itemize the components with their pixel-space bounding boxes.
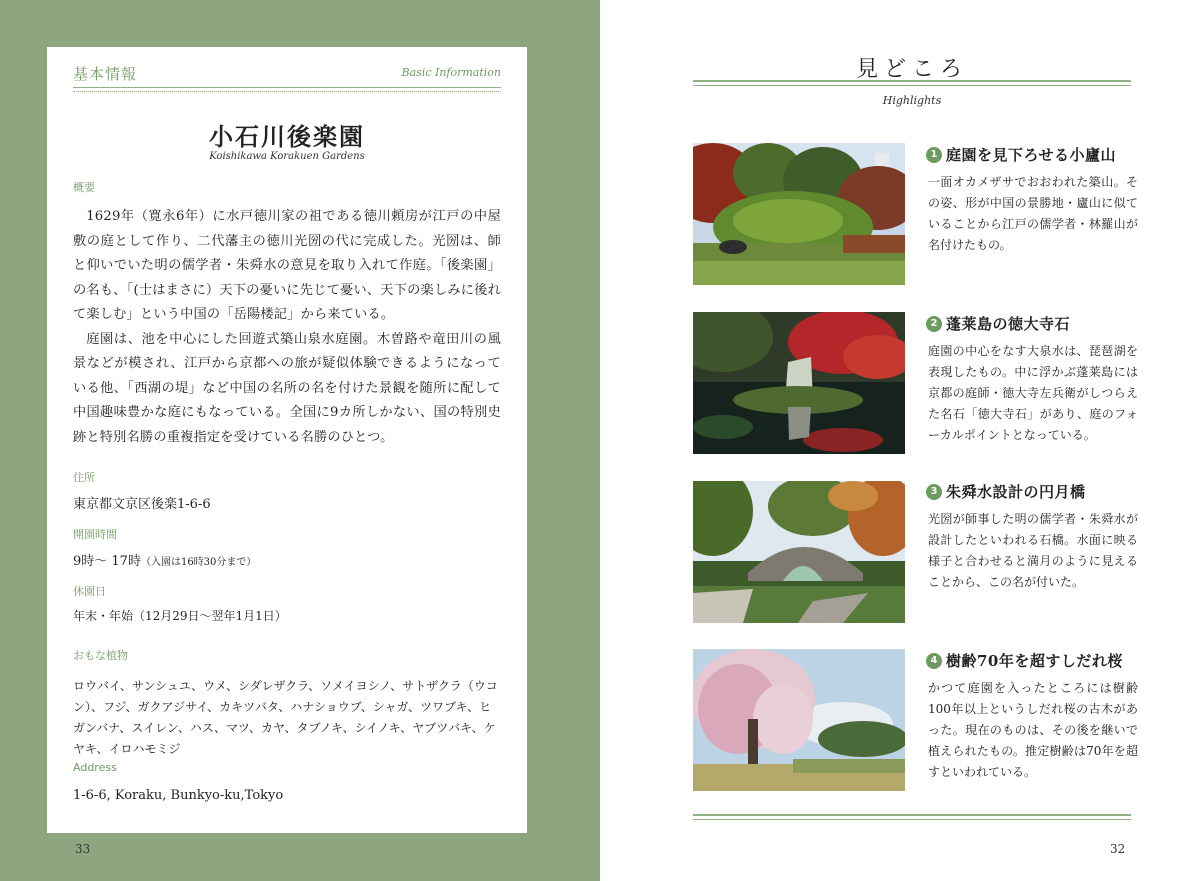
highlight-2-title: 蓬莱島の徳大寺石 xyxy=(946,315,1071,333)
address-value: 東京都文京区後楽1-6-6 xyxy=(73,497,211,512)
hours-note: （入園は16時30分まで） xyxy=(140,557,257,568)
page-number-left: 33 xyxy=(75,842,91,856)
closed-label: 休園日 xyxy=(73,585,106,598)
overview-paragraph-1: 1629年（寛永6年）に水戸徳川家の祖である徳川頼房が江戸の中屋敷の庭として作り、二代藩主の徳川光圀の代に完成した。光圀は、師と仰いでいた明の儒学者・朱舜水の意見を取り入れて作庭。「後楽園」の名も、「(士はまさに）天下の憂いに先じて憂い、天下の楽しみに後れて楽しむ」という中国の「岳陽楼記」から来ている。 xyxy=(73,209,501,322)
closed-value: 年末・年始（12月29日～翌年1月1日） xyxy=(73,609,287,623)
highlight-2-header xyxy=(926,313,1136,334)
photo-koroshan-hill xyxy=(693,143,905,285)
highlight-2-number: 2 xyxy=(926,316,942,332)
hours-text: 9時～ 17時 xyxy=(73,554,141,569)
highlights-bottom-rule xyxy=(693,814,1131,820)
highlight-3-number: 3 xyxy=(926,484,942,500)
highlight-4-text: かつて庭園を入ったところには樹齢100年以上というしだれ桜の古木があった。現在のものは、その後を継いで植えられたもの。推定樹齢は70年を超すといわれている。 xyxy=(928,681,1138,779)
highlight-1-title: 庭園を見下ろせる小廬山 xyxy=(946,146,1117,164)
photo-engetsu-bridge xyxy=(693,481,905,623)
address-en-label: Address xyxy=(73,761,117,774)
garden-name: 小石川後楽園 xyxy=(209,122,365,151)
hours-value xyxy=(73,550,501,569)
garden-name-en: Koishikawa Korakuen Gardens xyxy=(209,151,365,162)
highlight-3-text: 光圀が師事した明の儒学者・朱舜水が設計したといわれる石橋。水面に映る様子と合わせると満月のように見えることから、この名が付いた。 xyxy=(928,512,1138,589)
card-header xyxy=(73,63,501,85)
basic-info-title: 基本情報 xyxy=(73,65,138,83)
highlight-3-header xyxy=(926,481,1136,502)
highlight-1-text: 一面オカメザサでおおわれた築山。その姿、形が中国の景勝地・廬山に似ていることから江戸の儒学者・林羅山が名付けたもの。 xyxy=(928,175,1138,252)
highlight-4-title: 樹齢70年を超すしだれ桜 xyxy=(946,652,1123,670)
photo-weeping-cherry xyxy=(693,649,905,791)
overview-label: 概要 xyxy=(73,181,95,194)
page-number-right: 32 xyxy=(1110,842,1126,856)
hours-label: 開園時間 xyxy=(73,528,117,541)
overview-paragraph-2: 庭園は、池を中心にした回遊式築山泉水庭園。木曽路や竜田川の風景などが模され、江戸から京都への旅が疑似体験できるようになっている他、「西湖の堤」など中国の名所の名を付けた景観を随所に配して中国趣味豊かな庭にもなっている。全国に9カ所しかない、国の特別史跡と特別名勝の重複指定を受けている名勝のひとつ。 xyxy=(73,331,501,445)
highlight-4-number: 4 xyxy=(926,653,942,669)
basic-info-card xyxy=(47,47,527,833)
highlight-1-number: 1 xyxy=(926,147,942,163)
highlight-4-header xyxy=(926,650,1136,671)
highlights-top-rule xyxy=(693,80,1131,86)
highlights-subtitle: Highlights xyxy=(882,94,942,107)
highlight-3-title: 朱舜水設計の円月橋 xyxy=(946,483,1086,501)
highlights-title: 見どころ xyxy=(855,57,968,82)
address-en-value: 1-6-6, Koraku, Bunkyo-ku,Tokyo xyxy=(73,788,284,803)
highlight-1-header xyxy=(926,144,1136,165)
plants-list: ロウバイ、サンシュユ、ウメ、シダレザクラ、ソメイヨシノ、サトザクラ（ウコン）、フジ、ガクアジサイ、カキツバタ、ハナショウブ、シャガ、ツワブキ、ヒガンバナ、スイレン、ハス、マツ、カヤ、タブノキ、シイノキ、ヤブツバキ、ケヤキ、イロハモミジ xyxy=(73,679,498,756)
plants-label: おもな植物 xyxy=(73,649,128,662)
right-page xyxy=(600,0,1200,881)
overview-text xyxy=(73,205,501,450)
basic-info-title-en: Basic Information xyxy=(401,66,501,79)
highlight-2-text: 庭園の中心をなす大泉水は、琵琶湖を表現したもの。中に浮かぶ蓬莱島には京都の庭師・徳大寺左兵衛がしつらえた名石「徳大寺石」があり、庭のフォーカルポイントとなっている。 xyxy=(928,344,1138,442)
header-divider xyxy=(73,87,501,92)
photo-horai-island xyxy=(693,312,905,454)
address-label: 住所 xyxy=(73,471,95,484)
